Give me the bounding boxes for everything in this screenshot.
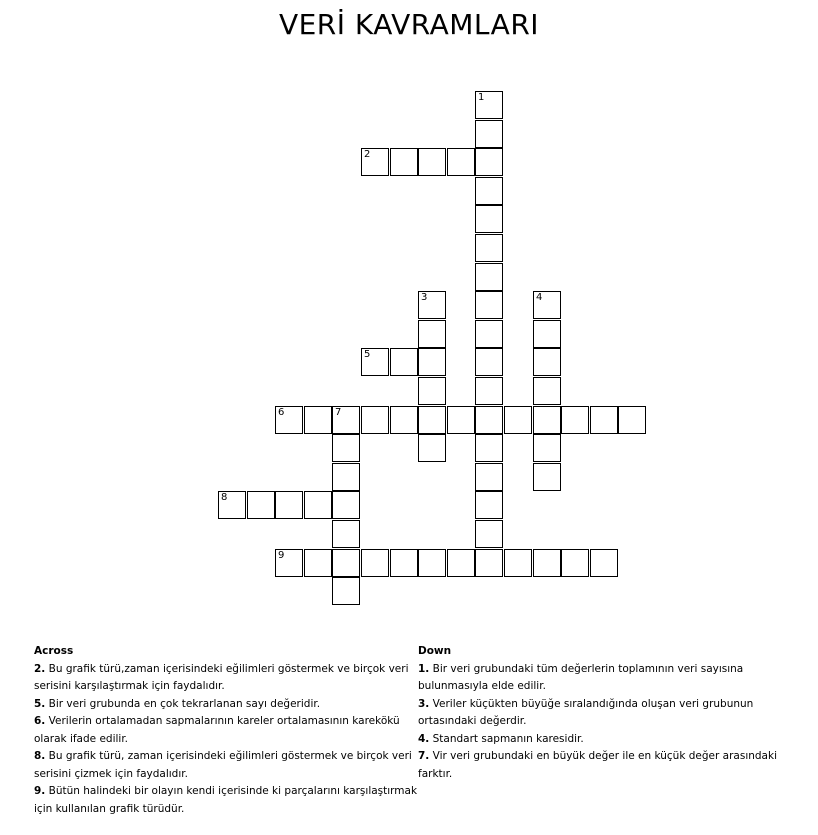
- crossword-cell[interactable]: [361, 348, 389, 376]
- crossword-cell[interactable]: [475, 263, 503, 291]
- crossword-cell[interactable]: [618, 406, 646, 434]
- crossword-cell[interactable]: [447, 148, 475, 176]
- crossword-cell[interactable]: [475, 148, 503, 176]
- crossword-cell[interactable]: [533, 463, 561, 491]
- clue-text: Bir veri grubunda en çok tekrarlanan sayı değeridir.: [45, 697, 321, 710]
- crossword-cell[interactable]: [332, 463, 360, 491]
- crossword-cell[interactable]: [475, 406, 503, 434]
- crossword-cell[interactable]: [475, 463, 503, 491]
- clue-text: Bütün halindeki bir olayın kendi içerisinde ki parçalarını karşılaştırmak için kullanılan grafik türüdür.: [34, 785, 418, 815]
- clue-text: Vir veri grubundaki en büyük değer ile en küçük değer arasındaki farktır.: [418, 750, 777, 780]
- crossword-cell[interactable]: [332, 549, 360, 577]
- crossword-cell[interactable]: [332, 434, 360, 462]
- cell-number: 6: [278, 407, 285, 418]
- crossword-cell[interactable]: [533, 406, 561, 434]
- clue-number: 2.: [34, 662, 46, 675]
- clue-number: 7.: [418, 750, 430, 762]
- clue-number: 8.: [34, 750, 46, 762]
- clue-number: 3.: [418, 697, 430, 710]
- clue-text: Verilerin ortalamadan sapmalarının kareler ortalamasının karekökü olarak ifade edilir.: [34, 715, 400, 745]
- crossword-cell[interactable]: [475, 348, 503, 376]
- cell-number: 5: [364, 349, 371, 360]
- crossword-cell[interactable]: [332, 491, 360, 519]
- clue-number: 4.: [418, 732, 430, 745]
- crossword-cell[interactable]: [275, 549, 303, 577]
- crossword-cell[interactable]: [390, 406, 418, 434]
- crossword-cell[interactable]: [418, 377, 446, 405]
- clue-across-5: [34, 696, 418, 714]
- cell-number: 4: [536, 292, 543, 303]
- crossword-cell[interactable]: [418, 406, 446, 434]
- down-heading: Down: [418, 645, 452, 657]
- crossword-cell[interactable]: [390, 148, 418, 176]
- clue-text: Standart sapmanın karesidir.: [429, 732, 584, 745]
- clue-text: Bir veri grubundaki tüm değerlerin toplamının veri sayısına bulunmasıyla elde edilir.: [418, 662, 744, 692]
- crossword-cell[interactable]: [561, 549, 589, 577]
- crossword-cell[interactable]: [475, 205, 503, 233]
- crossword-cell[interactable]: [475, 549, 503, 577]
- crossword-cell[interactable]: [590, 406, 618, 434]
- clue-down-3: [418, 696, 788, 731]
- crossword-cell[interactable]: [304, 549, 332, 577]
- cell-number: 2: [364, 149, 371, 160]
- clue-number: 6.: [34, 715, 46, 727]
- crossword-cell[interactable]: [475, 120, 503, 148]
- page-title: VERİ KAVRAMLARI: [278, 8, 540, 41]
- cell-number: 7: [335, 407, 342, 418]
- crossword-cell[interactable]: [418, 291, 446, 319]
- crossword-cell[interactable]: [447, 549, 475, 577]
- crossword-cell[interactable]: [447, 406, 475, 434]
- crossword-cell[interactable]: [332, 577, 360, 605]
- crossword-cell[interactable]: [475, 491, 503, 519]
- crossword-cell[interactable]: [332, 406, 360, 434]
- across-clues: [34, 643, 418, 818]
- crossword-cell[interactable]: [504, 406, 532, 434]
- crossword-cell[interactable]: [218, 491, 246, 519]
- crossword-cell[interactable]: [590, 549, 618, 577]
- clue-text: Veriler küçükten büyüğe sıralandığında oluşan veri grubunun ortasındaki değerdir.: [418, 697, 754, 727]
- clue-number: 9.: [34, 785, 46, 797]
- crossword-cell[interactable]: [418, 320, 446, 348]
- crossword-cell[interactable]: [475, 377, 503, 405]
- clue-down-4: [418, 731, 788, 749]
- crossword-cell[interactable]: [390, 348, 418, 376]
- crossword-cell[interactable]: [418, 348, 446, 376]
- crossword-cell[interactable]: [304, 406, 332, 434]
- clue-across-2: [34, 661, 418, 696]
- crossword-cell[interactable]: [475, 177, 503, 205]
- crossword-cell[interactable]: [418, 549, 446, 577]
- clue-text: Bu grafik türü, zaman içerisindeki eğilimleri göstermek ve birçok veri serisini çizmek için faydalıdır.: [34, 750, 412, 780]
- crossword-cell[interactable]: [504, 549, 532, 577]
- clue-across-8: [34, 748, 418, 783]
- crossword-cell[interactable]: [533, 549, 561, 577]
- crossword-cell[interactable]: [475, 320, 503, 348]
- crossword-cell[interactable]: [247, 491, 275, 519]
- crossword-cell[interactable]: [533, 434, 561, 462]
- crossword-cell[interactable]: [361, 406, 389, 434]
- crossword-cell[interactable]: [475, 234, 503, 262]
- crossword-cell[interactable]: [361, 148, 389, 176]
- crossword-cell[interactable]: [475, 434, 503, 462]
- cell-number: 1: [478, 92, 485, 103]
- crossword-cell[interactable]: [304, 491, 332, 519]
- clue-number: 1.: [418, 662, 430, 675]
- crossword-cell[interactable]: [275, 491, 303, 519]
- crossword-cell[interactable]: [533, 348, 561, 376]
- crossword-cell[interactable]: [561, 406, 589, 434]
- clue-number: 5.: [34, 697, 46, 710]
- crossword-cell[interactable]: [418, 148, 446, 176]
- clue-across-6: [34, 713, 418, 748]
- crossword-cell[interactable]: [533, 291, 561, 319]
- crossword-cell[interactable]: [475, 520, 503, 548]
- clue-across-9: [34, 783, 418, 818]
- crossword-cell[interactable]: [533, 377, 561, 405]
- cell-number: 3: [421, 292, 428, 303]
- crossword-cell[interactable]: [361, 549, 389, 577]
- cell-number: 9: [278, 550, 285, 561]
- crossword-cell[interactable]: [533, 320, 561, 348]
- crossword-cell[interactable]: [475, 91, 503, 119]
- cell-number: 8: [221, 492, 228, 503]
- across-heading: Across: [34, 645, 74, 657]
- clue-text: Bu grafik türü,zaman içerisindeki eğilimleri göstermek ve birçok veri serisini karşılaştırmak için faydalıdır.: [34, 662, 409, 692]
- crossword-cell[interactable]: [275, 406, 303, 434]
- crossword-cell[interactable]: [390, 549, 418, 577]
- crossword-cell[interactable]: [332, 520, 360, 548]
- clue-down-7: [418, 748, 788, 783]
- clue-down-1: [418, 661, 788, 696]
- crossword-cell[interactable]: [475, 291, 503, 319]
- down-clues: [418, 643, 788, 783]
- crossword-cell[interactable]: [418, 434, 446, 462]
